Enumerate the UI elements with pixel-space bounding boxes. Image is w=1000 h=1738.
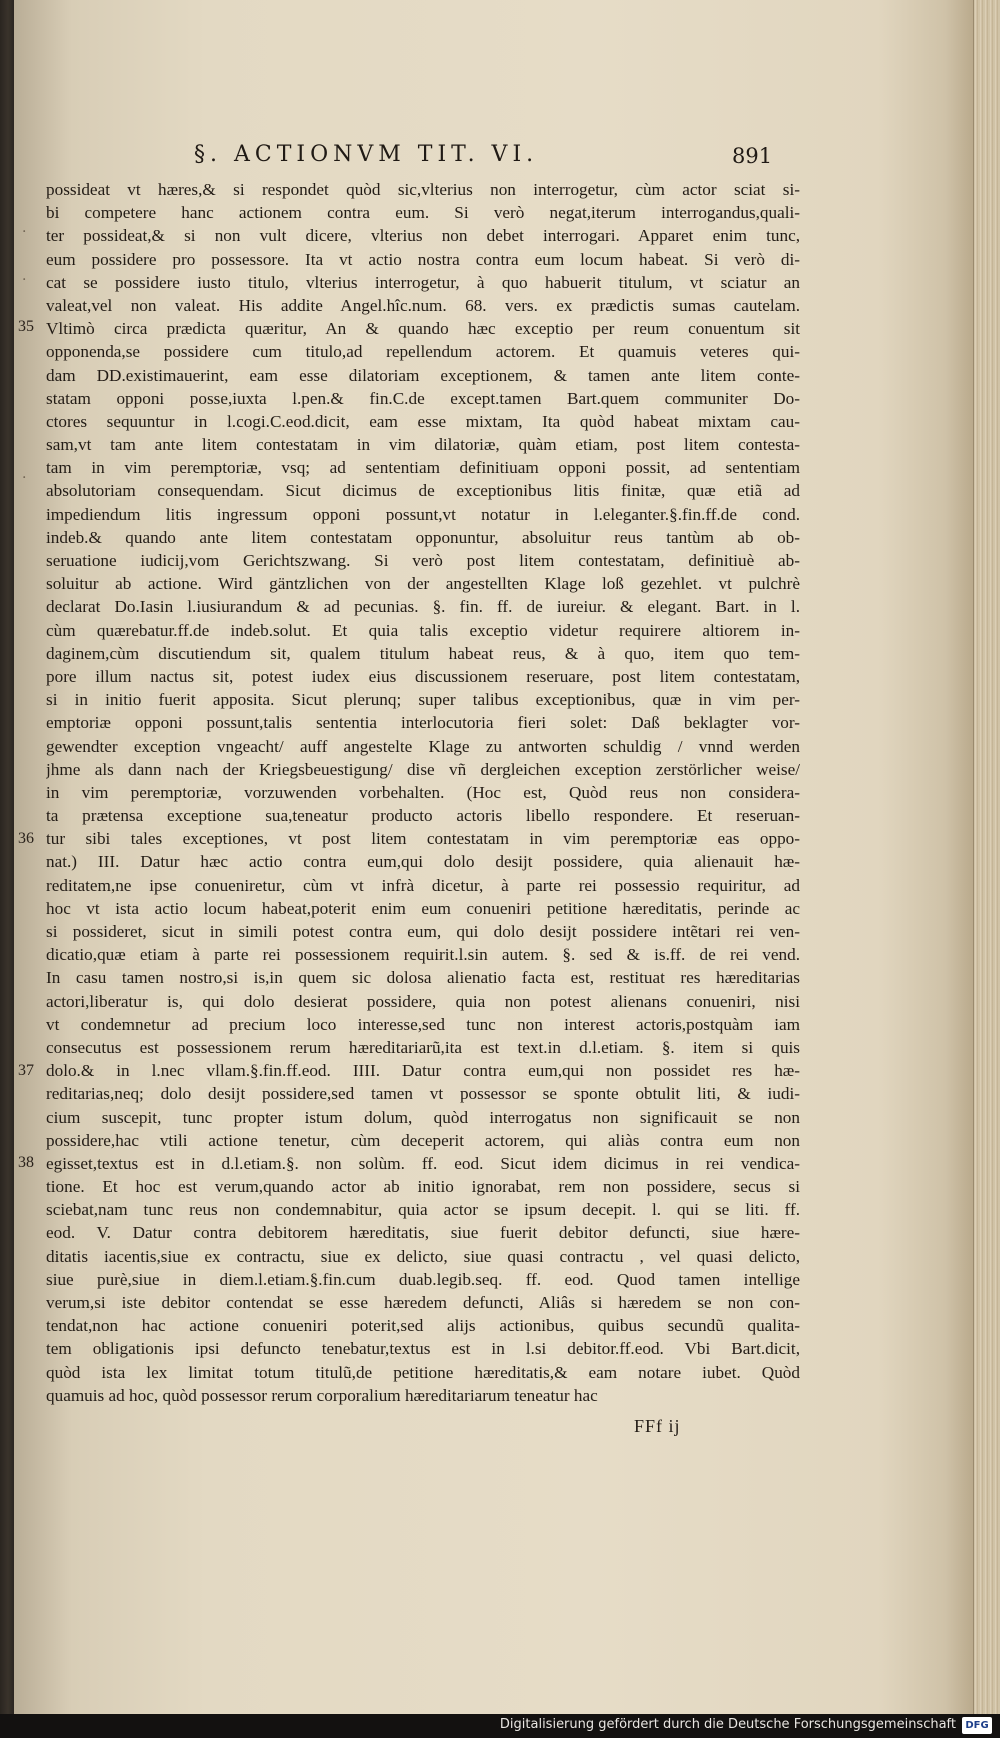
text-line: sciebat,nam tunc reus non condemnabitur, quia actor se ipsum decepit. l. qui se liti. ff. — [46, 1200, 800, 1220]
text-line: ter possideat,& si non vult dicere, vlterius non debet interrogari. Apparet enim tunc, — [46, 226, 800, 246]
text-line: tione. Et hoc est verum,quando actor ab initio ignorabat, rem non possidere, secus si — [46, 1177, 800, 1197]
dfg-logo — [962, 1717, 992, 1734]
page-number: 891 — [732, 144, 773, 168]
page-header — [162, 140, 842, 174]
text-line: tendat,non hac actione conueniri poterit,sed alijs actionibus, quibus secundũ qualita- — [46, 1316, 800, 1336]
text-line: egisset,textus est in d.l.etiam.§. non solùm. ff. eod. Sicut idem dicimus in rei vendica- — [46, 1153, 800, 1173]
text-line: valeat,vel non valeat. His addite Angel.hîc.num. 68. vers. ex prædictis sumas cautelam. — [46, 295, 800, 315]
text-line: possideat vt hæres,& si respondet quòd sic,vlterius non interrogetur, cùm actor sciat si- — [46, 180, 800, 199]
text-line: cat se possidere iusto titulo, vlterius interrogetur, à quo habuerit titulum, vt sciatur an — [46, 272, 800, 292]
text-line: hoc vt ista actio locum habeat,poterit enim eum conueniri petitione hæreditatis, perinde ac — [46, 898, 800, 918]
text-line: tem obligationis ipsi defuncto tenebatur,textus est in l.si debitor.ff.eod. Vbi Bart.dicit, — [46, 1339, 800, 1359]
text-line: Vltimò circa prædicta quæritur, An & quando hæc exceptio per reum conuentum sit — [46, 319, 800, 339]
footer-band — [0, 1714, 1000, 1738]
text-line: consecutus est possessionem rerum hæreditariarũ,ita est text.in d.l.etiam. §. item si quis — [46, 1037, 800, 1057]
text-line: seruatione iudicij,vom Gerichtszwang. Si verò post litem contestatam, definitiuè ab- — [46, 551, 800, 570]
text-line: quòd ista lex limitat totum titulũ,de petitione hæreditatis,& eam notare iubet. Quòd — [46, 1362, 800, 1382]
text-line: verum,si iste debitor contendat se esse hæredem defuncti, Aliâs si hæredem se non con- — [46, 1293, 800, 1312]
text-line: tur sibi tales exceptiones, vt post litem contestatam in vim peremptoriæ eas oppo- — [46, 829, 800, 849]
text-line: declarat Do.Iasin l.iusiurandum & ad pecunias. §. fin. ff. de iureiur. & elegant. Bart. in l. — [46, 597, 800, 617]
text-line: indeb.& quando ante litem contestatam opponuntur, absoluitur reus tantùm ab ob- — [46, 527, 800, 547]
text-line: eod. V. Datur contra debitorem hæreditatis, siue fuerit debitor defuncti, siue hære- — [46, 1223, 800, 1243]
text-line: possidere,hac vtili actione tenetur, cùm deceperit actorem, qui aliàs contra eum non — [46, 1130, 800, 1150]
dfg-logo-text: DFG — [965, 1720, 989, 1731]
text-line: bi competere hanc actionem contra eum. Si verò negat,iterum interrogandus,quali- — [46, 203, 800, 223]
text-line: gewendter exception vngeacht/ auff angestelte Klage zu antworten schuldig / vnnd werden — [46, 736, 800, 756]
margin-number-38: 38 — [18, 1154, 34, 1171]
text-line: siue purè,siue in diem.l.etiam.§.fin.cum duab.legib.seq. ff. eod. Quod tamen intellige — [46, 1269, 800, 1289]
text-line: quamuis ad hoc, quòd possessor rerum corporalium hæreditariarum teneatur hac — [46, 1385, 598, 1405]
text-line: statam opponi posse,iuxta l.pen.& fin.C.de except.tamen Bart.quem communiter Do- — [46, 388, 800, 408]
text-line: dolo.& in l.nec vllam.§.fin.ff.eod. IIII. Datur contra eum,qui non possidet res hæ- — [46, 1061, 800, 1081]
text-line: reditarias,neq; dolo desijt possidere,sed tamen vt possessor se sponte obtulit liti, & iudi- — [46, 1084, 800, 1104]
body-text — [46, 178, 800, 1413]
text-line: si in initio fuerit apposita. Sicut plerunq; super talibus exceptionibus, quæ in vim per- — [46, 690, 800, 710]
text-line: cùm quærebatur.ff.de indeb.solut. Et quia talis exceptio videtur requirere altiorem in- — [46, 620, 800, 640]
text-line: ctores sequuntur in l.cogi.C.eod.dicit, eam esse mixtam, Ita quòd habeat mixtam cau- — [46, 411, 800, 431]
book-page — [14, 0, 975, 1714]
signature-mark: FFf ij — [634, 1416, 681, 1436]
funding-credit: Digitalisierung gefördert durch die Deutsche Forschungsgemeinschaft — [499, 1717, 956, 1732]
margin-fleck: · — [22, 272, 27, 288]
text-line: vt condemnetur ad precium loco interesse,sed tunc non interest actoris,postquàm iam — [46, 1014, 800, 1034]
text-line: dicatio,quæ etiam à parte rei possessionem requirit.l.sin autem. §. sed & is.ff. de rei vend. — [46, 945, 800, 965]
margin-number-35: 35 — [18, 318, 34, 335]
text-line: reditatem,ne ipse conueniretur, cùm vt infrà dicetur, à parte rei possessio requiritur, ad — [46, 875, 800, 895]
text-line: si possideret, sicut in simili potest contra eum, qui dolo desijt possidere intẽtari rei ven- — [46, 922, 800, 941]
text-line: ta prætensa exceptione sua,teneatur producto actoris libello respondere. Et reseruan- — [46, 806, 800, 826]
text-line: tam in vim peremptoriæ, vsq; ad sententiam definitiuam opponi possit, ad sententiam — [46, 458, 800, 478]
text-line: in vim peremptoriæ, vorzuwenden vorbehalten. (Hoc est, Quòd reus non considera- — [46, 782, 800, 802]
text-line: cium suscepit, tunc propter istum dolum, quòd interrogatus non significauit se non — [46, 1107, 800, 1127]
text-line: actori,liberatur is, qui dolo desierat possidere, quia non potest alienans conueniri, nisi — [46, 991, 800, 1011]
text-line: soluitur ab actione. Wird gäntzlichen von der angestellten Klage loß gezehlet. vt pulchrè — [46, 574, 800, 594]
page-edge-stack — [973, 0, 1000, 1738]
text-line: sam,vt tam ante litem contestatam in vim dilatoriæ, quàm etiam, post litem contesta- — [46, 435, 800, 455]
text-line: impediendum litis ingressum opponi possunt,vt notatur in l.eleganter.§.fin.ff.de cond. — [46, 504, 800, 524]
margin-number-36: 36 — [18, 830, 34, 847]
text-line: emptoriæ opponi possunt,talis sententia interlocutoria fieri solet: Daß beklagter vor- — [46, 713, 800, 733]
margin-number-37: 37 — [18, 1062, 34, 1079]
text-line: ditatis iacentis,siue ex contractu, siue ex delicto, siue quasi contractu , vel quasi delicto, — [46, 1246, 800, 1266]
margin-fleck: · — [22, 470, 27, 486]
text-line: daginem,cùm discutiendum sit, qualem titulum habeat reus, & à quo, item quo tem- — [46, 643, 800, 663]
text-line: In casu tamen nostro,si is,in quem sic dolosa alienatio facta est, restituat res hæreditarias — [46, 968, 800, 988]
text-line: pore illum nactus sit, potest iudex eius discussionem reseruare, post litem contestatam, — [46, 666, 800, 686]
text-line: dam DD.existimauerint, eam esse dilatoriam exceptionem, & tamen ante litem conte- — [46, 365, 800, 385]
margin-fleck: · — [22, 224, 27, 240]
text-line: absolutoriam consequendam. Sicut dicimus de exceptionibus litis finitæ, quæ etiã ad — [46, 481, 800, 501]
text-line: nat.) III. Datur hæc actio contra eum,qui dolo desijt possidere, quia alienauit hæ- — [46, 852, 800, 872]
text-line: eum possidere pro possessore. Ita vt actio nostra contra eum locum habeat. Si verò di- — [46, 249, 800, 269]
running-head: §. ACTIONVM TIT. VI. — [194, 142, 539, 167]
text-line: opponenda,se possidere cum titulo,ad repellendum actorem. Et quamuis veteres qui- — [46, 342, 800, 362]
text-line: jhme als dann nach der Kriegsbeuestigung/ dise vñ dergleichen exception zerstörlicher weise/ — [46, 759, 800, 779]
